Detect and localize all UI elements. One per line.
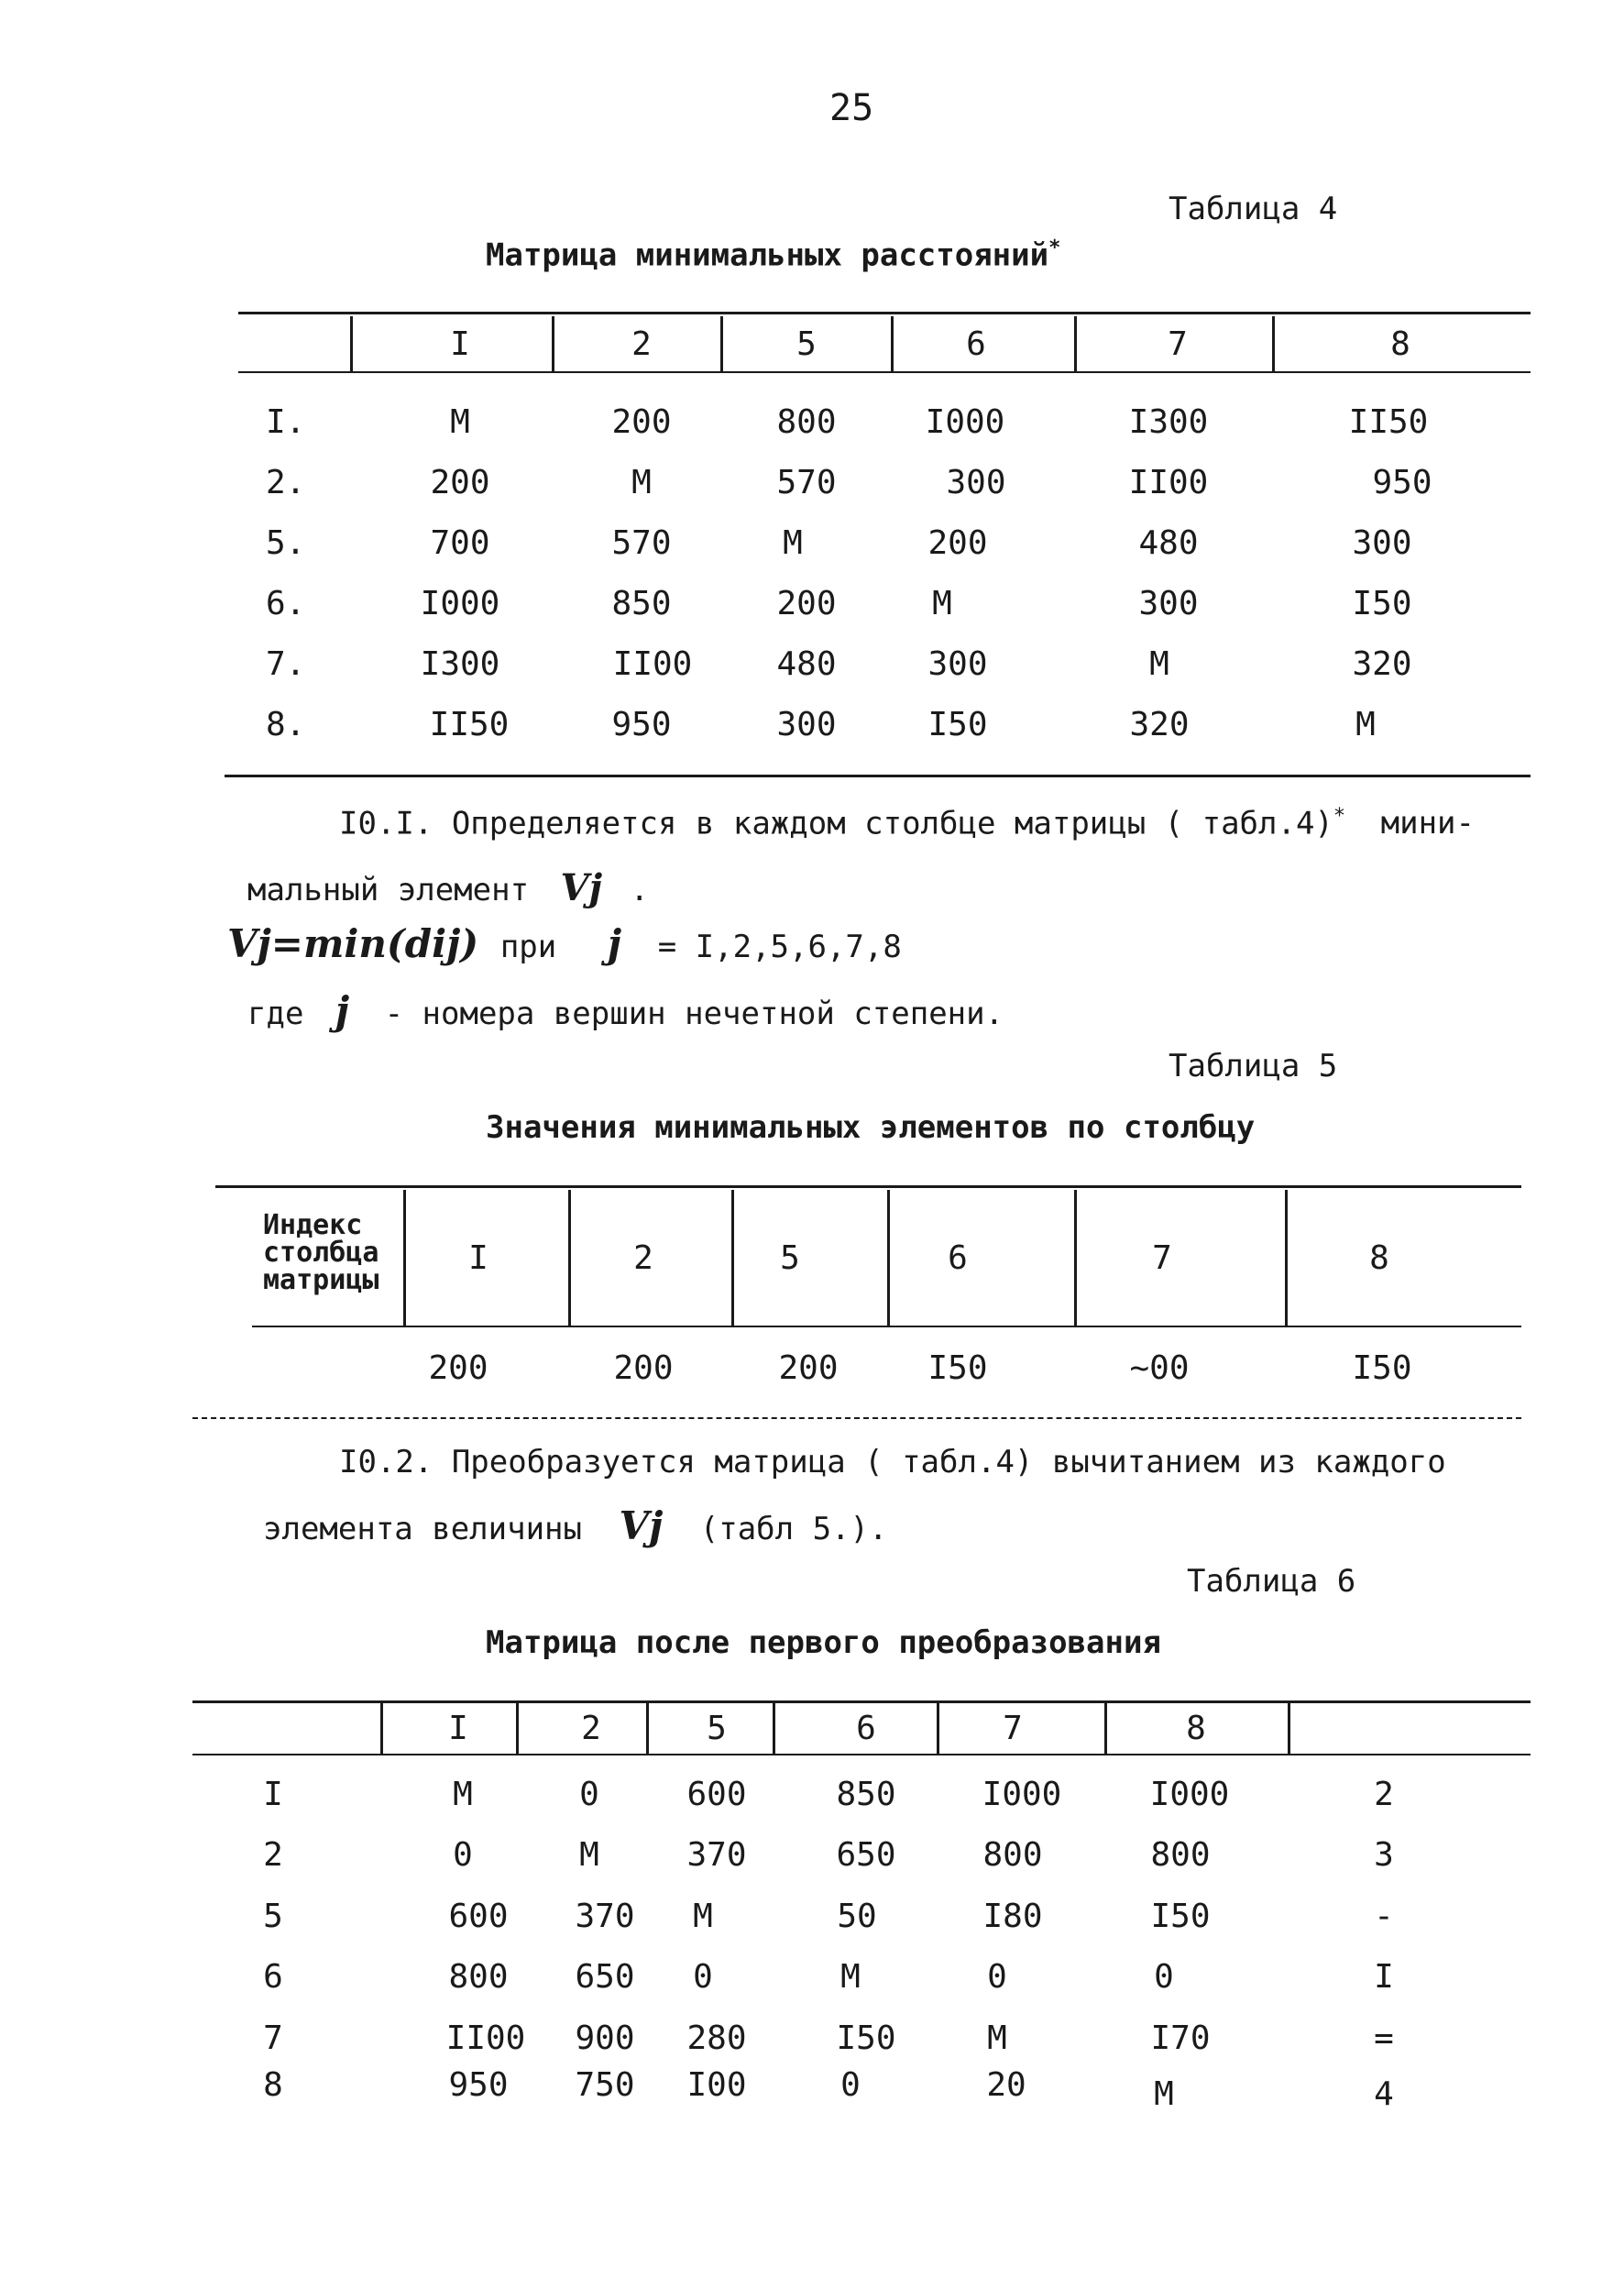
table4-cell: I000 xyxy=(420,585,500,622)
table4-cell: M xyxy=(783,524,803,562)
table4-cell: 800 xyxy=(776,403,837,441)
table5-divider xyxy=(568,1190,571,1326)
table6-cell: I000 xyxy=(982,1776,1062,1813)
table4-col-header: 6 xyxy=(966,325,986,363)
table4-col-header: 2 xyxy=(631,325,652,363)
table6-cell: 4 xyxy=(1374,2075,1394,2113)
table4-cell: 700 xyxy=(430,524,490,562)
table4-cell: I50 xyxy=(927,706,988,743)
formula: Vj=min(dij) xyxy=(227,921,479,966)
table6-cell: 50 xyxy=(837,1898,877,1935)
table5-row-header-line: Индекс xyxy=(263,1209,363,1241)
table5-divider xyxy=(403,1190,406,1326)
table6-cell: 900 xyxy=(575,2019,635,2057)
table4-cell: 950 xyxy=(611,706,672,743)
para-10-2-line2-text: элемента величины xyxy=(263,1511,582,1547)
table4-cell: II00 xyxy=(612,645,693,683)
table6-cell: I00 xyxy=(686,2066,747,2104)
table4-row-label: 8. xyxy=(266,706,306,743)
table6-header-divider xyxy=(1104,1703,1107,1754)
table6-cell: 280 xyxy=(686,2019,747,2057)
para-10-1-text: I0.I. Определяется в каждом столбце матрицы ( табл.4) xyxy=(339,805,1333,842)
table4-top-rule xyxy=(238,312,1531,314)
table6-cell: M xyxy=(453,1776,473,1813)
table4-cell: 950 xyxy=(1372,464,1432,501)
table5-value: I50 xyxy=(1352,1349,1412,1387)
table6-cell: I50 xyxy=(836,2019,896,2057)
table5-divider xyxy=(887,1190,890,1326)
table4-col-header: 7 xyxy=(1168,325,1188,363)
table6-caption: Таблица 6 xyxy=(1187,1563,1356,1600)
table5-col-header: 2 xyxy=(633,1239,653,1277)
table5-value: 200 xyxy=(778,1349,839,1387)
page-number: 25 xyxy=(829,87,874,129)
table6-header-divider xyxy=(937,1703,939,1754)
table6-row-label: 2 xyxy=(263,1836,283,1874)
table6-header-divider xyxy=(380,1703,383,1754)
table4-cell: 300 xyxy=(927,645,988,683)
table5-divider xyxy=(1074,1190,1077,1326)
table4-row-label: 5. xyxy=(266,524,306,562)
table5-caption: Таблица 5 xyxy=(1169,1048,1338,1084)
para-10-1-mark: * xyxy=(1333,805,1346,828)
table6-cell: 650 xyxy=(575,1958,635,1996)
table4-title-mark: * xyxy=(1048,237,1061,259)
table6-cell: 800 xyxy=(448,1958,509,1996)
table4-cell: 200 xyxy=(776,585,837,622)
table6-col-header: I xyxy=(448,1710,468,1747)
table4-cell: I000 xyxy=(925,403,1005,441)
table6-cell: 370 xyxy=(686,1836,747,1874)
table6-cell: M xyxy=(579,1836,599,1874)
table6-row-label: 6 xyxy=(263,1958,283,1996)
table5-row-header-line: столбца xyxy=(263,1237,379,1269)
table4-cell: I300 xyxy=(1128,403,1209,441)
table4-cell: 480 xyxy=(776,645,837,683)
table5-divider xyxy=(731,1190,734,1326)
table4-cell: 570 xyxy=(611,524,672,562)
table5-row-header xyxy=(263,1209,379,1296)
table6-cell: 0 xyxy=(1154,1958,1174,1996)
table6-title: Матрица после первого преобразования xyxy=(486,1624,1161,1661)
table6-header-divider xyxy=(646,1703,649,1754)
para-10-1-line2-text: мальный элемент xyxy=(247,872,530,908)
para-10-2-line1: I0.2. Преобразуется матрица ( табл.4) вычитанием из каждого xyxy=(339,1444,1446,1480)
table5-title: Значения минимальных элементов по столбцу xyxy=(486,1109,1256,1146)
table6-cell: 20 xyxy=(986,2066,1026,2104)
table4-row-label: 2. xyxy=(266,464,306,501)
table4-cell: I300 xyxy=(420,645,500,683)
para-10-1-line2 xyxy=(247,866,649,909)
table4-row-label: 6. xyxy=(266,585,306,622)
table6-col-header: 7 xyxy=(1003,1710,1023,1747)
table6-cell: 2 xyxy=(1374,1776,1394,1813)
table5-bottom-rule xyxy=(192,1417,1521,1419)
table6-cell: I000 xyxy=(1149,1776,1230,1813)
table6-header-divider xyxy=(516,1703,519,1754)
where-j: j xyxy=(335,988,350,1033)
table4-header-rule xyxy=(238,371,1531,373)
table4-cell: 480 xyxy=(1138,524,1199,562)
table4-cell: M xyxy=(450,403,470,441)
table5-col-header: 7 xyxy=(1152,1239,1172,1277)
table4-header-divider xyxy=(891,316,894,371)
formula-word: при xyxy=(499,929,557,965)
table5-value: I50 xyxy=(927,1349,988,1387)
table5-divider xyxy=(1285,1190,1288,1326)
table6-col-header: 6 xyxy=(856,1710,876,1747)
table5-col-header: 5 xyxy=(780,1239,800,1277)
table4-cell: 300 xyxy=(946,464,1006,501)
table6-cell: 650 xyxy=(836,1836,896,1874)
where-start: где xyxy=(247,996,304,1032)
table6-cell: 0 xyxy=(987,1958,1007,1996)
where-line xyxy=(247,988,1004,1033)
table5-value: ~00 xyxy=(1129,1349,1190,1387)
table6-cell: 0 xyxy=(840,2066,861,2104)
table4-header-divider xyxy=(1272,316,1275,371)
table6-col-header: 8 xyxy=(1186,1710,1206,1747)
table6-cell: 3 xyxy=(1374,1836,1394,1874)
table4-cell: M xyxy=(631,464,652,501)
formula-values: = I,2,5,6,7,8 xyxy=(657,929,902,965)
where-end: - номера вершин нечетной степени. xyxy=(384,996,1004,1032)
table6-cell: 800 xyxy=(1150,1836,1211,1874)
table4-cell: M xyxy=(1355,706,1376,743)
table6-cell: 850 xyxy=(836,1776,896,1813)
table4-header-divider xyxy=(1074,316,1077,371)
table4-cell: 320 xyxy=(1129,706,1190,743)
table4-cell: 570 xyxy=(776,464,837,501)
table5-col-header: 6 xyxy=(948,1239,968,1277)
table6-cell: 600 xyxy=(448,1898,509,1935)
table6-cell: 950 xyxy=(448,2066,509,2104)
formula-line xyxy=(227,921,902,966)
table4-title xyxy=(486,237,1060,273)
table6-cell: 750 xyxy=(575,2066,635,2104)
table4-cell: 320 xyxy=(1352,645,1412,683)
formula-j: j xyxy=(607,921,622,966)
table4-cell: II50 xyxy=(1348,403,1429,441)
table4-caption: Таблица 4 xyxy=(1169,191,1338,227)
table6-cell: II00 xyxy=(445,2019,526,2057)
table4-cell: 200 xyxy=(611,403,672,441)
vj-symbol-2: Vj xyxy=(619,1503,664,1548)
table6-cell: 370 xyxy=(575,1898,635,1935)
table4-cell: II50 xyxy=(429,706,510,743)
table4-cell: II00 xyxy=(1128,464,1209,501)
table6-cell: 600 xyxy=(686,1776,747,1813)
table6-cell: I80 xyxy=(982,1898,1043,1935)
table6-header-divider xyxy=(1288,1703,1290,1754)
table6-cell: 0 xyxy=(693,1958,713,1996)
table5-value: 200 xyxy=(613,1349,674,1387)
table6-cell: 0 xyxy=(579,1776,599,1813)
table4-row-label: 7. xyxy=(266,645,306,683)
table4-cell: 200 xyxy=(430,464,490,501)
table4-cell: M xyxy=(932,585,952,622)
table4-cell: 300 xyxy=(1138,585,1199,622)
table4-title-text: Матрица минимальных расстояний xyxy=(486,237,1049,274)
table4-header-divider xyxy=(350,316,353,371)
table4-bottom-rule xyxy=(225,775,1531,777)
vj-symbol: Vj xyxy=(560,866,603,909)
table6-cell: M xyxy=(693,1898,713,1935)
table6-cell: I50 xyxy=(1150,1898,1211,1935)
table5-col-header: I xyxy=(468,1239,488,1277)
para-10-1-line2-end: . xyxy=(630,872,650,908)
table6-top-rule xyxy=(192,1700,1531,1703)
table6-row-label: 8 xyxy=(263,2066,283,2104)
table6-cell: 800 xyxy=(982,1836,1043,1874)
table6-cell: - xyxy=(1374,1898,1394,1935)
table6-col-header: 5 xyxy=(707,1710,727,1747)
table6-cell: 0 xyxy=(453,1836,473,1874)
table4-cell: 200 xyxy=(927,524,988,562)
table4-row-label: I. xyxy=(266,403,306,441)
table6-row-label: 5 xyxy=(263,1898,283,1935)
table4-col-header: 5 xyxy=(796,325,817,363)
table4-col-header: 8 xyxy=(1390,325,1410,363)
table6-cell: M xyxy=(1154,2075,1174,2113)
table5-row-header-line: матрицы xyxy=(263,1264,379,1296)
table4-cell: 850 xyxy=(611,585,672,622)
table5-col-header: 8 xyxy=(1369,1239,1389,1277)
table4-col-header: I xyxy=(450,325,470,363)
table6-row-label: I xyxy=(263,1776,283,1813)
table6-cell: = xyxy=(1374,2019,1394,2057)
table6-header-divider xyxy=(773,1703,775,1754)
table4-cell: 300 xyxy=(776,706,837,743)
table4-cell: M xyxy=(1149,645,1169,683)
table6-header-rule xyxy=(192,1754,1531,1755)
table5-value: 200 xyxy=(428,1349,488,1387)
table6-col-header: 2 xyxy=(581,1710,601,1747)
table5-header-rule xyxy=(252,1326,1521,1327)
table4-header-divider xyxy=(720,316,723,371)
table4-cell: I50 xyxy=(1352,585,1412,622)
para-10-2-line2 xyxy=(263,1503,887,1548)
table4-cell: 300 xyxy=(1352,524,1412,562)
table6-row-label: 7 xyxy=(263,2019,283,2057)
table6-cell: I70 xyxy=(1150,2019,1211,2057)
table4-header-divider xyxy=(552,316,554,371)
table5-top-rule xyxy=(215,1185,1521,1188)
table6-cell: M xyxy=(987,2019,1007,2057)
table6-cell: M xyxy=(840,1958,861,1996)
para-10-2-line2-end: (табл 5.). xyxy=(699,1511,888,1547)
para-10-1-end: мини- xyxy=(1380,805,1475,842)
para-10-1-line1 xyxy=(339,805,1475,842)
table6-cell: I xyxy=(1374,1958,1394,1996)
